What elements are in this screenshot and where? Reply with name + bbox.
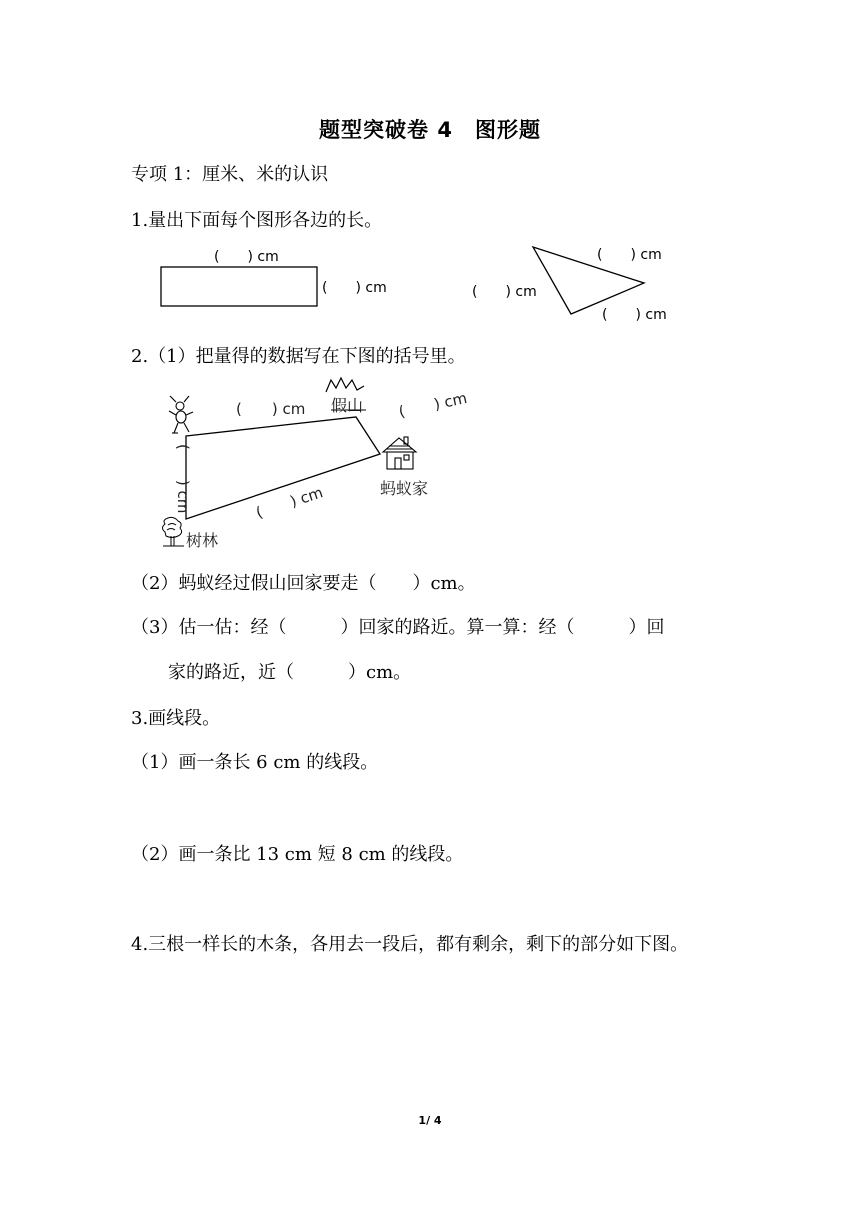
- tree-icon: [163, 517, 185, 546]
- route-bottom-label: ( ) cm: [253, 483, 326, 522]
- ant-icon: [169, 396, 193, 433]
- question-1-text: 1.量出下面每个图形各边的长。: [131, 210, 383, 231]
- place-ant-home: 蚂蚁家: [380, 479, 429, 498]
- house-icon: [383, 437, 416, 469]
- question-2-part-1: 2.（1）把量得的数据写在下图的括号里。: [131, 346, 466, 367]
- place-mountain: 假山: [331, 396, 364, 415]
- ant-route-figure: [0, 0, 860, 560]
- question-3-sub-2: （2）画一条比 13 cm 短 8 cm 的线段。: [131, 844, 464, 865]
- question-4-text: 4.三根一样长的木条，各用去一段后，都有剩余，剩下的部分如下图。: [131, 934, 689, 955]
- route-right-label: ( ) cm: [397, 388, 469, 421]
- question-2-part-3-line-2: 家的路近，近（ ）cm。: [168, 662, 412, 683]
- question-3-text: 3.画线段。: [131, 708, 221, 729]
- place-forest: 树林: [186, 531, 219, 550]
- route-top-label: ( ) cm: [236, 400, 306, 418]
- section-heading: 专项 1：厘米、米的认识: [131, 164, 329, 185]
- rect-top-label: ( ) cm: [214, 249, 279, 265]
- question-2-part-2: （2）蚂蚁经过假山回家要走（ ）cm。: [131, 573, 476, 594]
- triangle-top-label: ( ) cm: [597, 247, 662, 263]
- triangle-left-label: ( ) cm: [472, 284, 537, 300]
- mountain-icon: [326, 378, 364, 392]
- rect-right-label: ( ) cm: [322, 280, 387, 296]
- triangle-bottom-label: ( ) cm: [602, 307, 667, 323]
- question-3-sub-1: （1）画一条长 6 cm 的线段。: [131, 752, 379, 773]
- question-2-part-3-line-1: （3）估一估：经（ ）回家的路近。算一算：经（ ）回: [131, 617, 665, 638]
- route-left-label: ( ) cm: [174, 444, 192, 514]
- page-number: 1/ 4: [418, 1114, 442, 1127]
- page-title: 题型突破卷 4 图形题: [319, 118, 541, 142]
